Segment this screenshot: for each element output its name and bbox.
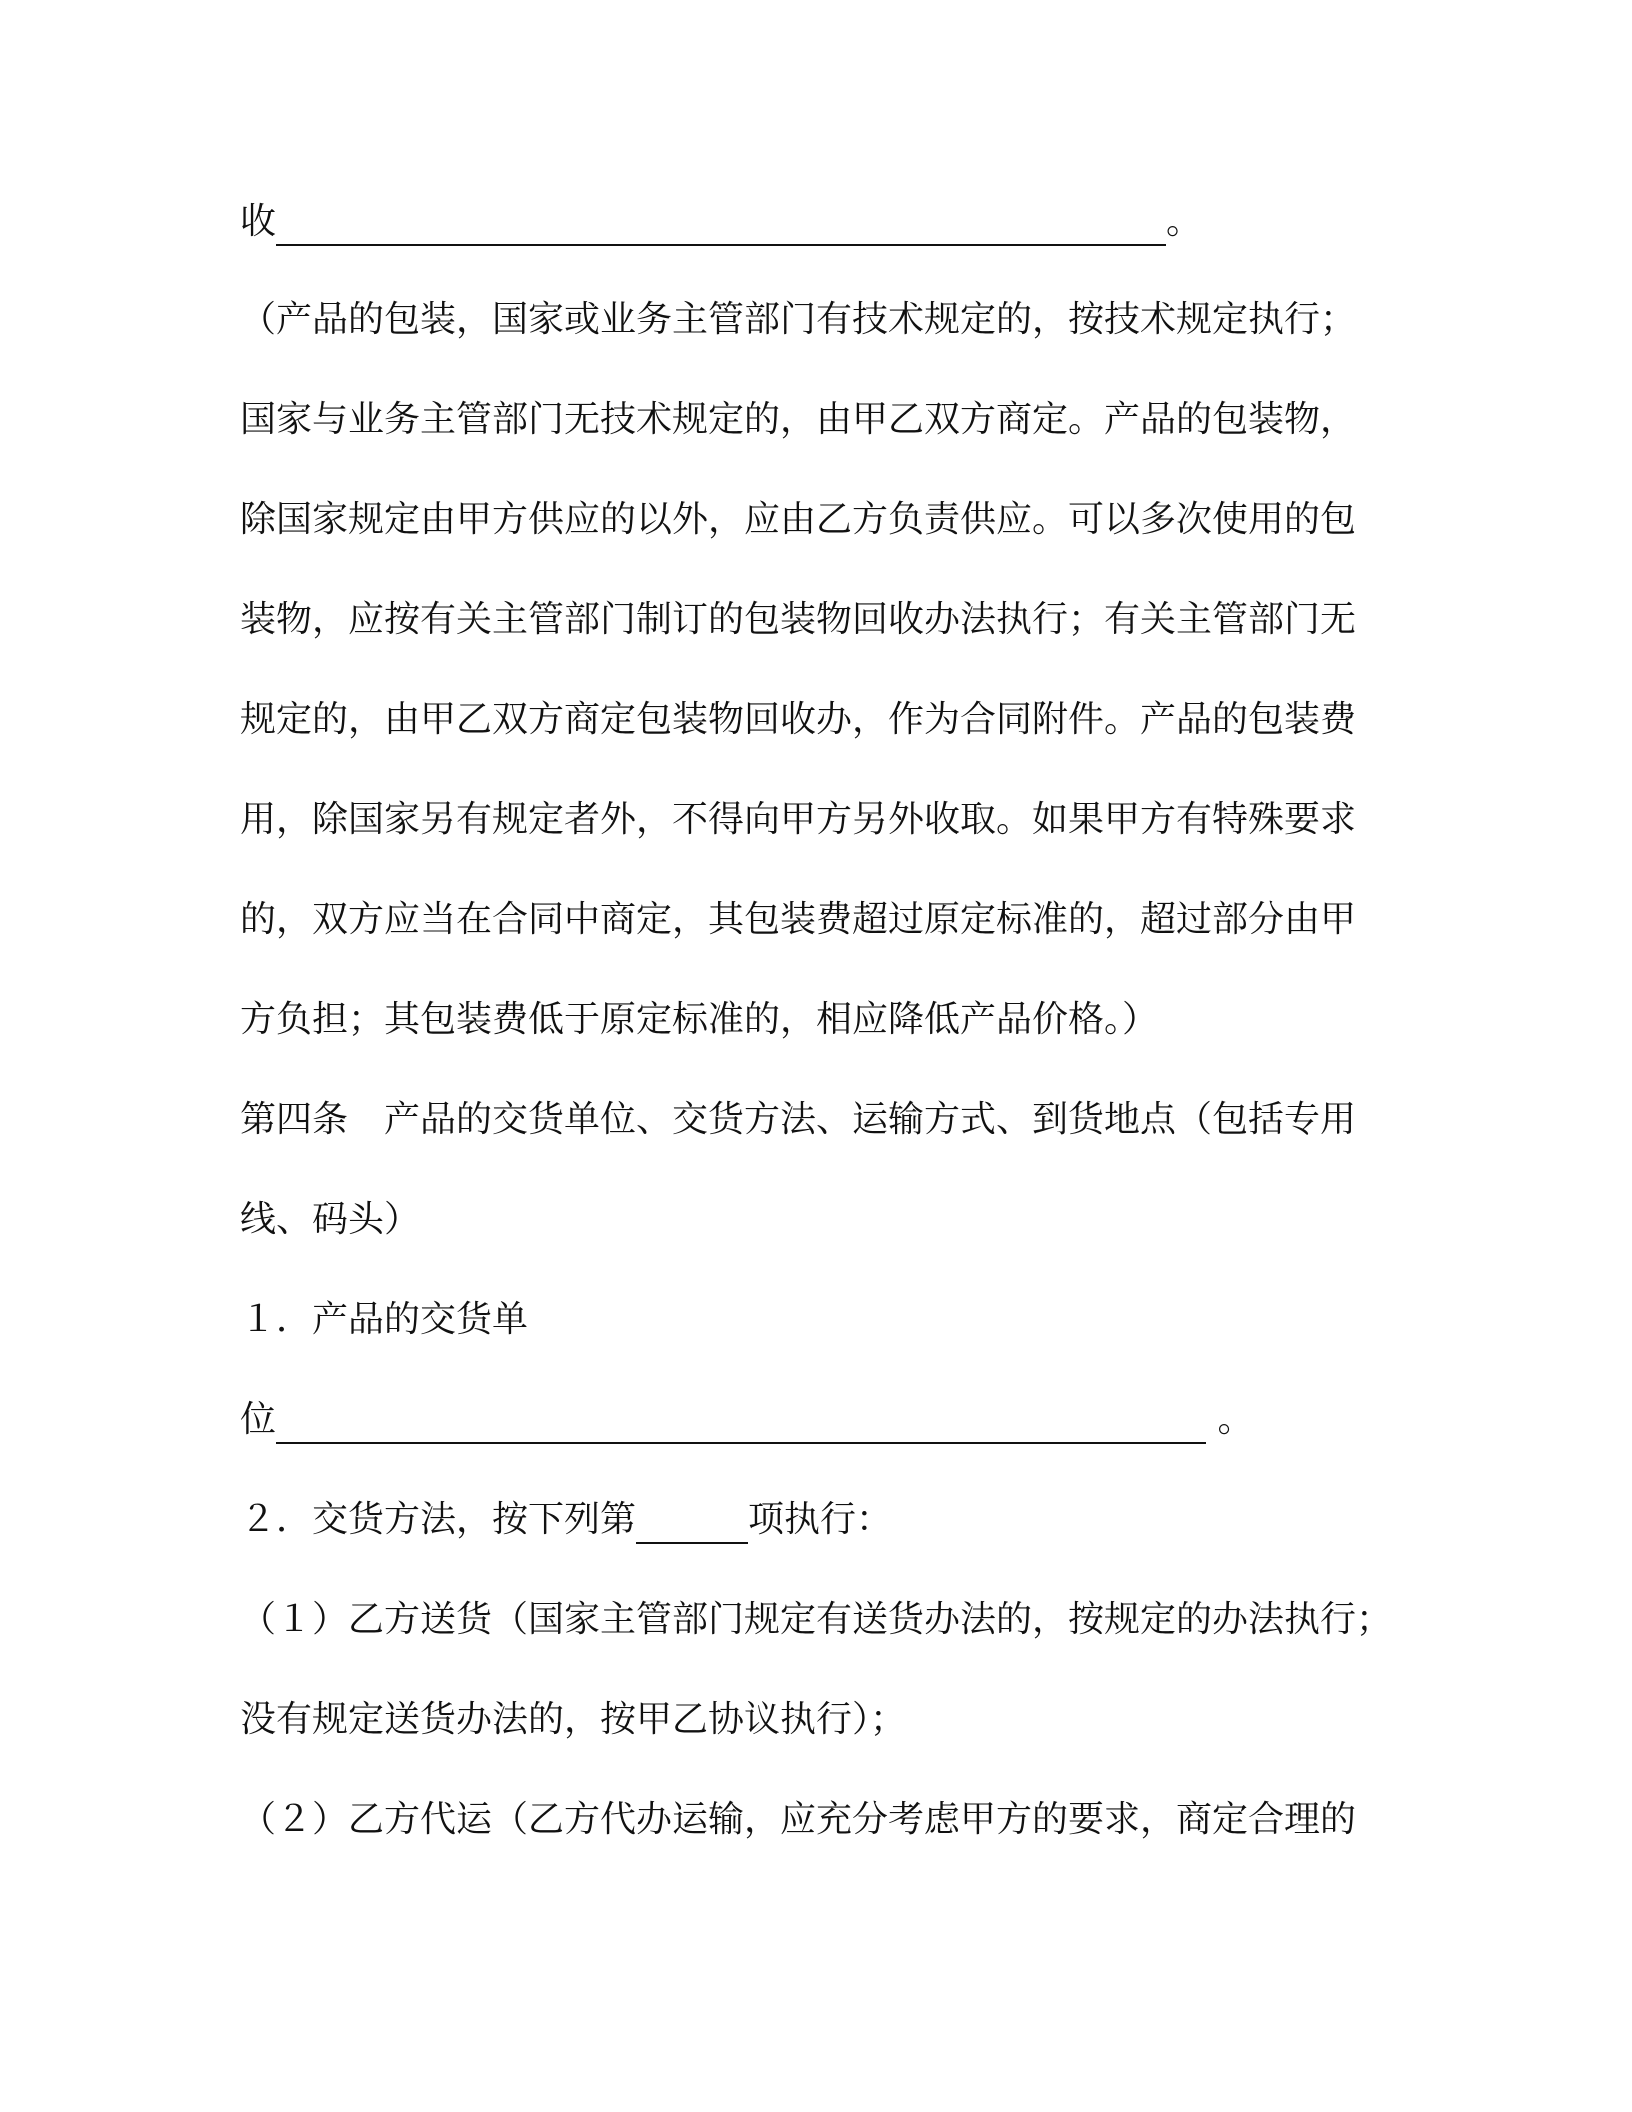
fill-line-collect (240, 198, 1202, 246)
fill-suffix: 。 (1206, 1399, 1254, 1440)
fill-suffix: 。 (1166, 201, 1203, 242)
article-heading: 第四条 产品的交货单位、交货方法、运输方式、到货地点（包括专用 (240, 1099, 1357, 1140)
paragraph-line: 的，双方应当在合同中商定，其包装费超过原定标准的，超过部分由甲 (240, 899, 1357, 940)
paragraph-line: 规定的，由甲乙双方商定包装物回收办，作为合同附件。产品的包装费 (240, 699, 1357, 740)
item-1-heading: １．产品的交货单 (240, 1299, 529, 1340)
option-2-line: （２）乙方代运（乙方代办运输，应充分考虑甲方的要求，商定合理的 (240, 1799, 1357, 1840)
fill-line-delivery-unit (240, 1396, 1253, 1444)
paragraph-line: 国家与业务主管部门无技术规定的，由甲乙双方商定。产品的包装物， (240, 399, 1357, 440)
paragraph-line: 装物，应按有关主管部门制订的包装物回收办法执行；有关主管部门无 (240, 599, 1357, 640)
fill-prefix: 位 (240, 1399, 277, 1440)
fill-suffix: 项执行： (748, 1499, 893, 1540)
paragraph-line: 方负担；其包装费低于原定标准的，相应降低产品价格。） (240, 999, 1159, 1040)
paragraph-line: 除国家规定由甲方供应的以外，应由乙方负责供应。可以多次使用的包 (240, 499, 1357, 540)
fill-prefix: ２．交货方法，按下列第 (240, 1499, 637, 1540)
blank-underline (276, 204, 1166, 246)
option-1-cont: 没有规定送货办法的，按甲乙协议执行）； (240, 1699, 907, 1740)
paragraph-line: 用，除国家另有规定者外，不得向甲方另外收取。如果甲方有特殊要求 (240, 799, 1357, 840)
blank-underline (276, 1402, 1206, 1444)
fill-line-delivery-method (240, 1496, 892, 1544)
blank-underline (636, 1502, 748, 1544)
paragraph-line: （产品的包装，国家或业务主管部门有技术规定的，按技术规定执行； (240, 299, 1357, 340)
article-heading-cont: 线、码头） (240, 1199, 421, 1240)
option-1-line: （１）乙方送货（国家主管部门规定有送货办法的，按规定的办法执行； (240, 1599, 1393, 1640)
fill-prefix: 收 (240, 201, 277, 242)
